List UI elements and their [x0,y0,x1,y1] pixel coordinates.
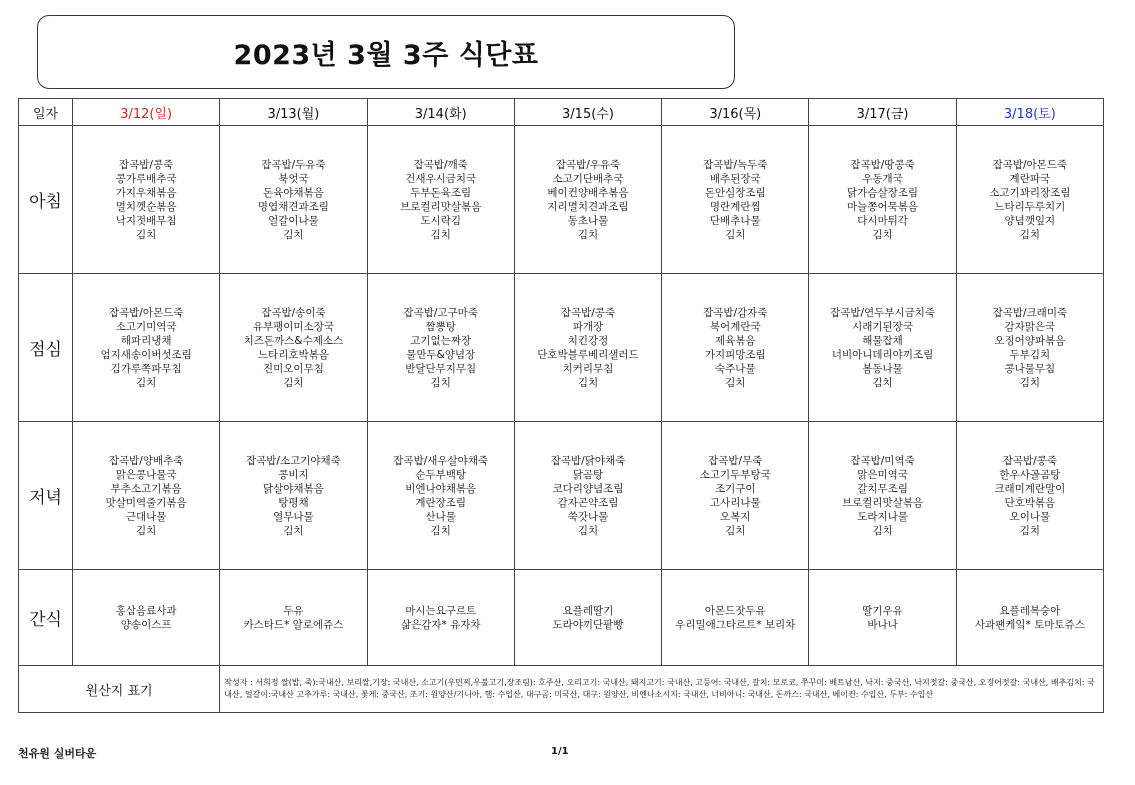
meal-label-breakfast: 아침 [19,126,73,274]
page-number: 1/1 [551,746,569,757]
origin-row [19,666,1104,713]
menu-cell: 잡곡밥/녹두죽 배추된장국 돈안심장조림 명란계란찜 단배추나물 김치 [662,126,809,274]
menu-cell: 잡곡밥/땅콩죽 우동개국 닭가슴살장조림 마늘쫑어묵볶음 다시마튀각 김치 [809,126,956,274]
menu-cell: 잡곡밥/소고기야채죽 콩비지 닭살야채볶음 탕평채 열무나물 김치 [220,422,367,570]
origin-text: 작성자 : 서희정 쌀(밥, 죽):국내산, 보리쌀,기장: 국내산, 소고기(우민찌,우불고기,장조림): 호주산, 오리고기: 국내산, 돼지고기: 국내산, 고등어: 국내산, 갈치: 모로코, 쭈꾸미: 베트남산, 낙지: 중국산, 낙지젓갈: 중국산, 오징어젓갈: 국내산, 배추김치: 국내산, 얼갈이:국내산 고추가루: 국내산, 꽃게: 중국산, 조기: 원양산/기니아, 햄: 수입산, 대구곰: 미국산, 대구: 원양산, 비엔나소시지: 국내산, 너비아니: 국내산, 돈까스: 국내산, 베이컨: 수입산, 두부: 수입산 [220,666,1104,713]
menu-cell: 잡곡밥/무죽 소고기두부탕국 조기구이 고사리나물 오복지 김치 [662,422,809,570]
menu-cell: 마시는요구르트 삶은감자* 유자차 [367,570,514,666]
header-row [19,99,1104,126]
menu-cell: 잡곡밥/새우살야채죽 순두부백탕 비엔나야채볶음 계란장조림 산나물 김치 [367,422,514,570]
snack-row [19,570,1104,666]
dinner-row [19,422,1104,570]
menu-cell: 딸기우유 바나나 [809,570,956,666]
menu-cell: 잡곡밥/콩죽 파개장 치킨강정 단호박블루베리샐러드 치커리무침 김치 [514,274,661,422]
meal-label-dinner: 저녁 [19,422,73,570]
menu-cell: 잡곡밥/우유죽 소고기단배추국 베이컨양배추볶음 지리멸치견과조림 동초나물 김치 [514,126,661,274]
menu-cell: 요플레딸기 도라야끼단팥빵 [514,570,661,666]
page-title: 2023년 3월 3주 식단표 [233,39,539,71]
menu-cell: 잡곡밥/콩죽 한우사골곰탕 크래미계란말이 단호박볶음 오이나물 김치 [956,422,1103,570]
menu-cell: 잡곡밥/아몬드죽 계란파국 소고기꽈리장조림 느타리두루치기 양념깻잎지 김치 [956,126,1103,274]
facility-name: 천유원 실버타운 [18,747,97,760]
day-header-tue: 3/14(화) [367,99,514,126]
menu-cell: 두유 카스타드* 알로에쥬스 [220,570,367,666]
menu-cell: 잡곡밥/감자죽 북어계란국 제육볶음 가지피망조림 숙주나물 김치 [662,274,809,422]
menu-cell: 잡곡밥/닭야채죽 닭곰탕 코다리양념조림 감자곤약조림 쑥갓나물 김치 [514,422,661,570]
menu-cell: 잡곡밥/연두부시금치죽 시래기된장국 해물잡채 너비아니데리야끼조림 봄동나물 김치 [809,274,956,422]
day-header-sat: 3/18(토) [956,99,1103,126]
title-box [37,15,735,89]
menu-cell: 요플레복숭아 사과팬케잌* 토마토쥬스 [956,570,1103,666]
day-header-thu: 3/16(목) [662,99,809,126]
menu-cell: 홍삼음료사과 양송이스프 [73,570,220,666]
menu-cell: 잡곡밥/아몬드죽 소고기미역국 해파리냉채 엄지새송이버섯조림 김가루쪽파무침 김치 [73,274,220,422]
menu-table [18,98,1104,713]
day-header-sun: 3/12(일) [73,99,220,126]
date-header: 일자 [19,99,73,126]
meal-label-snack: 간식 [19,570,73,666]
menu-cell: 잡곡밥/크래미죽 감자맑은국 오징어양파볶음 두부김치 콩나물무침 김치 [956,274,1103,422]
menu-cell: 잡곡밥/두유죽 북엇국 돈육야채볶음 명엽채견과조림 얼갈이나물 김치 [220,126,367,274]
origin-label: 원산지 표기 [19,666,220,713]
meal-label-lunch: 점심 [19,274,73,422]
menu-cell: 잡곡밥/깨죽 건새우시금치국 두부돈육조림 브로컬리맛살볶음 도시락김 김치 [367,126,514,274]
menu-cell: 잡곡밥/양배추죽 맑은콩나물국 부추소고기볶음 맛살미역줄기볶음 근대나물 김치 [73,422,220,570]
lunch-row [19,274,1104,422]
day-header-fri: 3/17(금) [809,99,956,126]
day-header-mon: 3/13(월) [220,99,367,126]
menu-cell: 잡곡밥/콩죽 콩가루배추국 가지우채볶음 멸치껫순볶음 낙지젓배무침 김치 [73,126,220,274]
day-header-wed: 3/15(수) [514,99,661,126]
breakfast-row [19,126,1104,274]
menu-cell: 아몬드잣두유 우리밀애그타르트* 보리차 [662,570,809,666]
menu-cell: 잡곡밥/송이죽 유부팽이미소장국 치즈돈까스&수제소스 느타리호박볶음 진미오이무침 김치 [220,274,367,422]
menu-cell: 잡곡밥/미역죽 맑은미역국 갈치무조림 브로컬리맛살볶음 도라지나물 김치 [809,422,956,570]
menu-cell: 잡곡밥/고구마죽 짬뽕탕 고기없는짜장 물만두&양념장 반달단무지무침 김치 [367,274,514,422]
